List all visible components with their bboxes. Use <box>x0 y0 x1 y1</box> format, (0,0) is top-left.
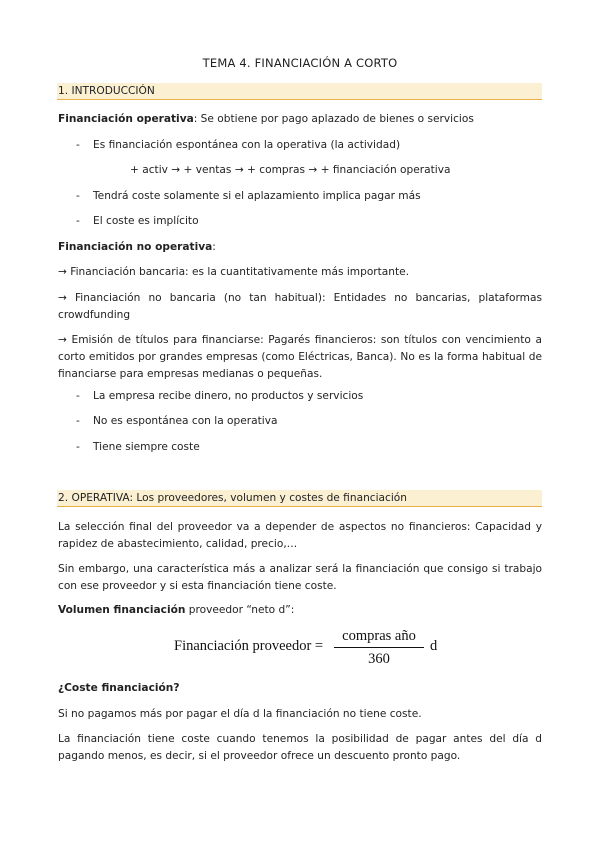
list-item: - Tendrá coste solamente si el aplazamiento implica pagar más <box>76 190 421 202</box>
section-2-paragraph-1: La selección final del proveedor va a depender de aspectos no financieros: Capacidad y rapidez de abastecimiento, calidad, precio,… <box>58 521 542 550</box>
list-item: - Es financiación espontánea con la operativa (la actividad) <box>76 139 401 151</box>
no-operativa-item-emision: → Emisión de títulos para financiarse: Pagarés financieros: son títulos con vencimiento a corto emitidos por grandes empresas (como Eléctricas, Banca). No es la forma habitual de financiarse para empresas medianas o pequeñas. <box>58 334 542 380</box>
coste-heading: ¿Coste financiación? <box>58 682 180 694</box>
no-operativa-heading: Financiación no operativa: <box>58 241 216 253</box>
operativa-chain: + activ → + ventas → + compras → + financiación operativa <box>130 164 451 176</box>
no-operativa-item-bancaria: → Financiación bancaria: es la cuantitativamente más importante. <box>58 266 410 278</box>
section-2-paragraph-2: Sin embargo, una característica más a analizar será la financiación que consigo si trabajo con ese proveedor y si esta financiación tiene coste. <box>58 563 542 592</box>
formula-factor: d <box>430 638 438 654</box>
section-1-heading: 1. INTRODUCCIÓN <box>57 83 542 100</box>
operativa-label: Financiación operativa <box>58 113 194 125</box>
formula-lhs: Financiación proveedor = <box>174 638 324 654</box>
section-2-paragraph-3: Si no pagamos más por pagar el día d la financiación no tiene coste. <box>58 708 422 720</box>
no-operativa-item-no-bancaria: → Financiación no bancaria (no tan habitual): Entidades no bancarias, plataformas crowdfunding <box>58 292 542 321</box>
volumen-label: Volumen financiación <box>58 604 186 616</box>
list-item: - El coste es implícito <box>76 215 199 227</box>
formula-fraction <box>334 627 424 668</box>
no-operativa-label: Financiación no operativa <box>58 241 213 253</box>
section-2-heading: 2. OPERATIVA: Los proveedores, volumen y costes de financiación <box>57 490 542 507</box>
list-item: - Tiene siempre coste <box>76 441 200 453</box>
list-item: - La empresa recibe dinero, no productos y servicios <box>76 390 364 402</box>
operativa-text: : Se obtiene por pago aplazado de bienes o servicios <box>193 113 474 125</box>
operativa-definition <box>58 111 542 128</box>
page-title: TEMA 4. FINANCIACIÓN A CORTO <box>202 56 398 70</box>
formula-numerator: compras año <box>342 628 416 644</box>
fraction-bar <box>334 647 424 648</box>
section-2-paragraph-4: La financiación tiene coste cuando tenemos la posibilidad de pagar antes del día d pagando menos, es decir, si el proveedor ofrece un descuento pronto pago. <box>58 733 542 762</box>
volumen-heading: Volumen financiación proveedor “neto d”: <box>58 604 295 616</box>
formula-denominator: 360 <box>368 651 390 667</box>
list-item: - No es espontánea con la operativa <box>76 415 278 427</box>
